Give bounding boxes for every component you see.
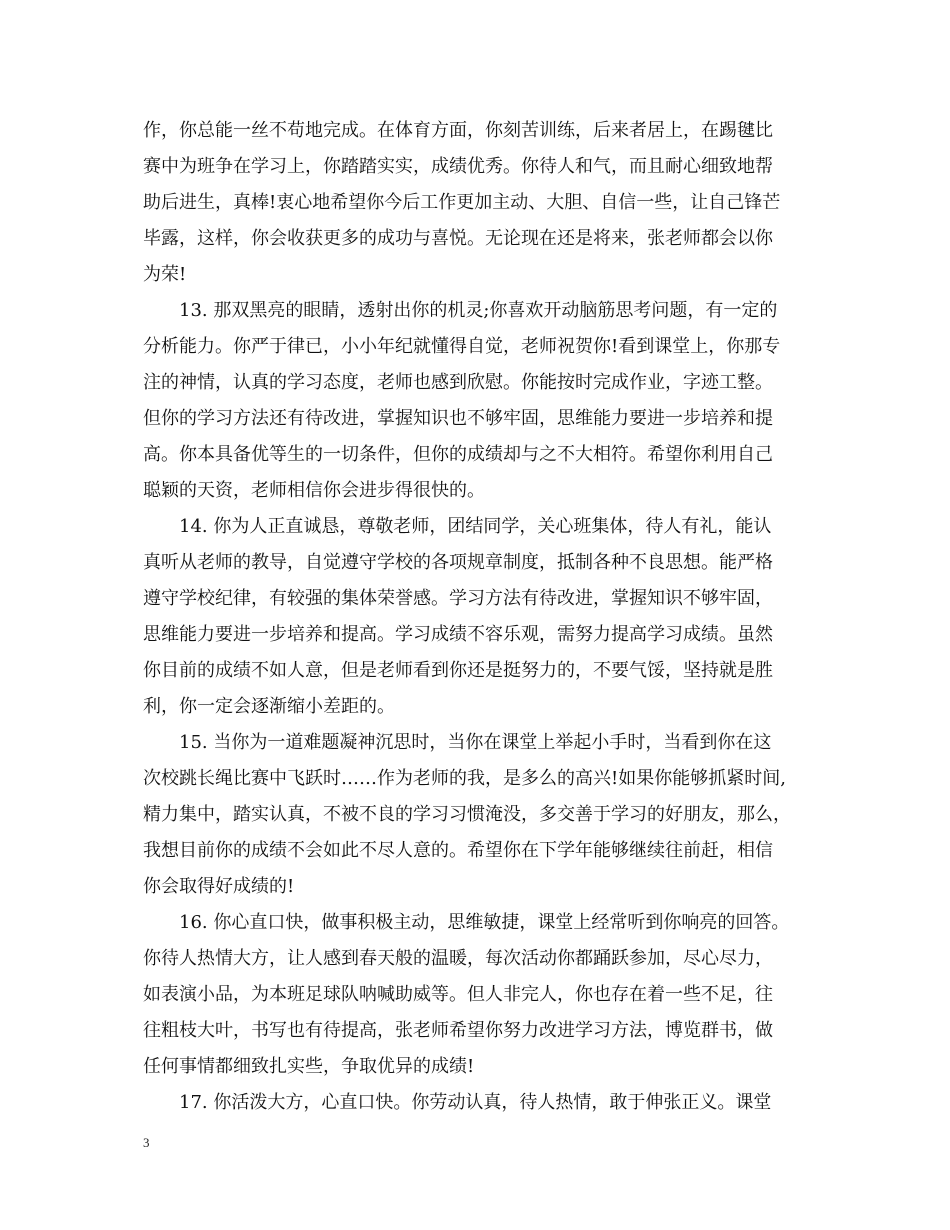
text-line: 聪颖的天资，老师相信你会进步得很快的。 (143, 480, 485, 501)
page-number: 3 (143, 1135, 150, 1150)
text-line: 17. 你活泼大方，心直口快。你劳动认真，待人热情，敢于伸张正义。课堂 (179, 1092, 772, 1113)
text-line: 真听从老师的教导，自觉遵守学校的各项规章制度，抵制各种不良思想。能严格 (143, 552, 773, 573)
text-line: 遵守学校纪律，有较强的集体荣誉感。学习方法有待改进，掌握知识不够牢固， (143, 588, 773, 609)
text-line: 为荣! (143, 264, 187, 285)
text-line: 任何事情都细致扎实些，争取优异的成绩! (143, 1056, 475, 1077)
document-body (143, 113, 823, 1121)
text-line: 14. 你为人正直诚恳，尊敬老师，团结同学，关心班集体，待人有礼，能认 (179, 516, 772, 537)
text-line: 助后进生，真棒!衷心地希望你今后工作更加主动、大胆、自信一些，让自己锋芒 (143, 192, 781, 213)
text-line: 我想目前你的成绩不会如此不尽人意的。希望你在下学年能够继续往前赶，相信 (143, 840, 773, 861)
text-line: 注的神情，认真的学习态度，老师也感到欣慰。你能按时完成作业，字迹工整。 (143, 372, 773, 393)
text-line: 往粗枝大叶，书写也有待提高，张老师希望你努力改进学习方法，博览群书，做 (143, 1020, 773, 1041)
text-line: 作，你总能一丝不苟地完成。在体育方面，你刻苦训练，后来者居上，在踢毽比 (143, 120, 773, 141)
text-line: 13. 那双黑亮的眼睛，透射出你的机灵;你喜欢开动脑筋思考问题，有一定的 (179, 300, 778, 321)
text-line: 思维能力要进一步培养和提高。学习成绩不容乐观，需努力提高学习成绩。虽然 (143, 624, 773, 645)
text-line: 精力集中，踏实认真，不被不良的学习习惯淹没，多交善于学习的好朋友，那么， (143, 804, 791, 825)
text-line: 15. 当你为一道难题凝神沉思时，当你在课堂上举起小手时，当看到你在这 (179, 732, 772, 753)
text-line: 利，你一定会逐渐缩小差距的。 (143, 696, 395, 717)
text-line: 次校跳长绳比赛中飞跃时……作为老师的我，是多么的高兴!如果你能够抓紧时间, (143, 768, 786, 789)
text-line: 赛中为班争在学习上，你踏踏实实，成绩优秀。你待人和气，而且耐心细致地帮 (143, 156, 773, 177)
text-line: 你待人热情大方，让人感到春天般的温暖，每次活动你都踊跃参加，尽心尽力， (143, 948, 773, 969)
text-line: 高。你本具备优等生的一切条件，但你的成绩却与之不大相符。希望你利用自己 (143, 444, 773, 465)
text-line: 毕露，这样，你会收获更多的成功与喜悦。无论现在还是将来，张老师都会以你 (143, 228, 773, 249)
text-line: 但你的学习方法还有待改进，掌握知识也不够牢固，思维能力要进一步培养和提 (143, 408, 773, 429)
text-line: 16. 你心直口快，做事积极主动，思维敏捷，课堂上经常听到你响亮的回答。 (179, 912, 790, 933)
text-line: 你会取得好成绩的! (143, 876, 295, 897)
text-line: 分析能力。你严于律已，小小年纪就懂得自觉，老师祝贺你!看到课堂上，你那专 (143, 336, 781, 357)
text-line: 如表演小品，为本班足球队呐喊助威等。但人非完人，你也存在着一些不足，往 (143, 984, 773, 1005)
text-line: 你目前的成绩不如人意，但是老师看到你还是挺努力的，不要气馁，坚持就是胜 (143, 660, 773, 681)
